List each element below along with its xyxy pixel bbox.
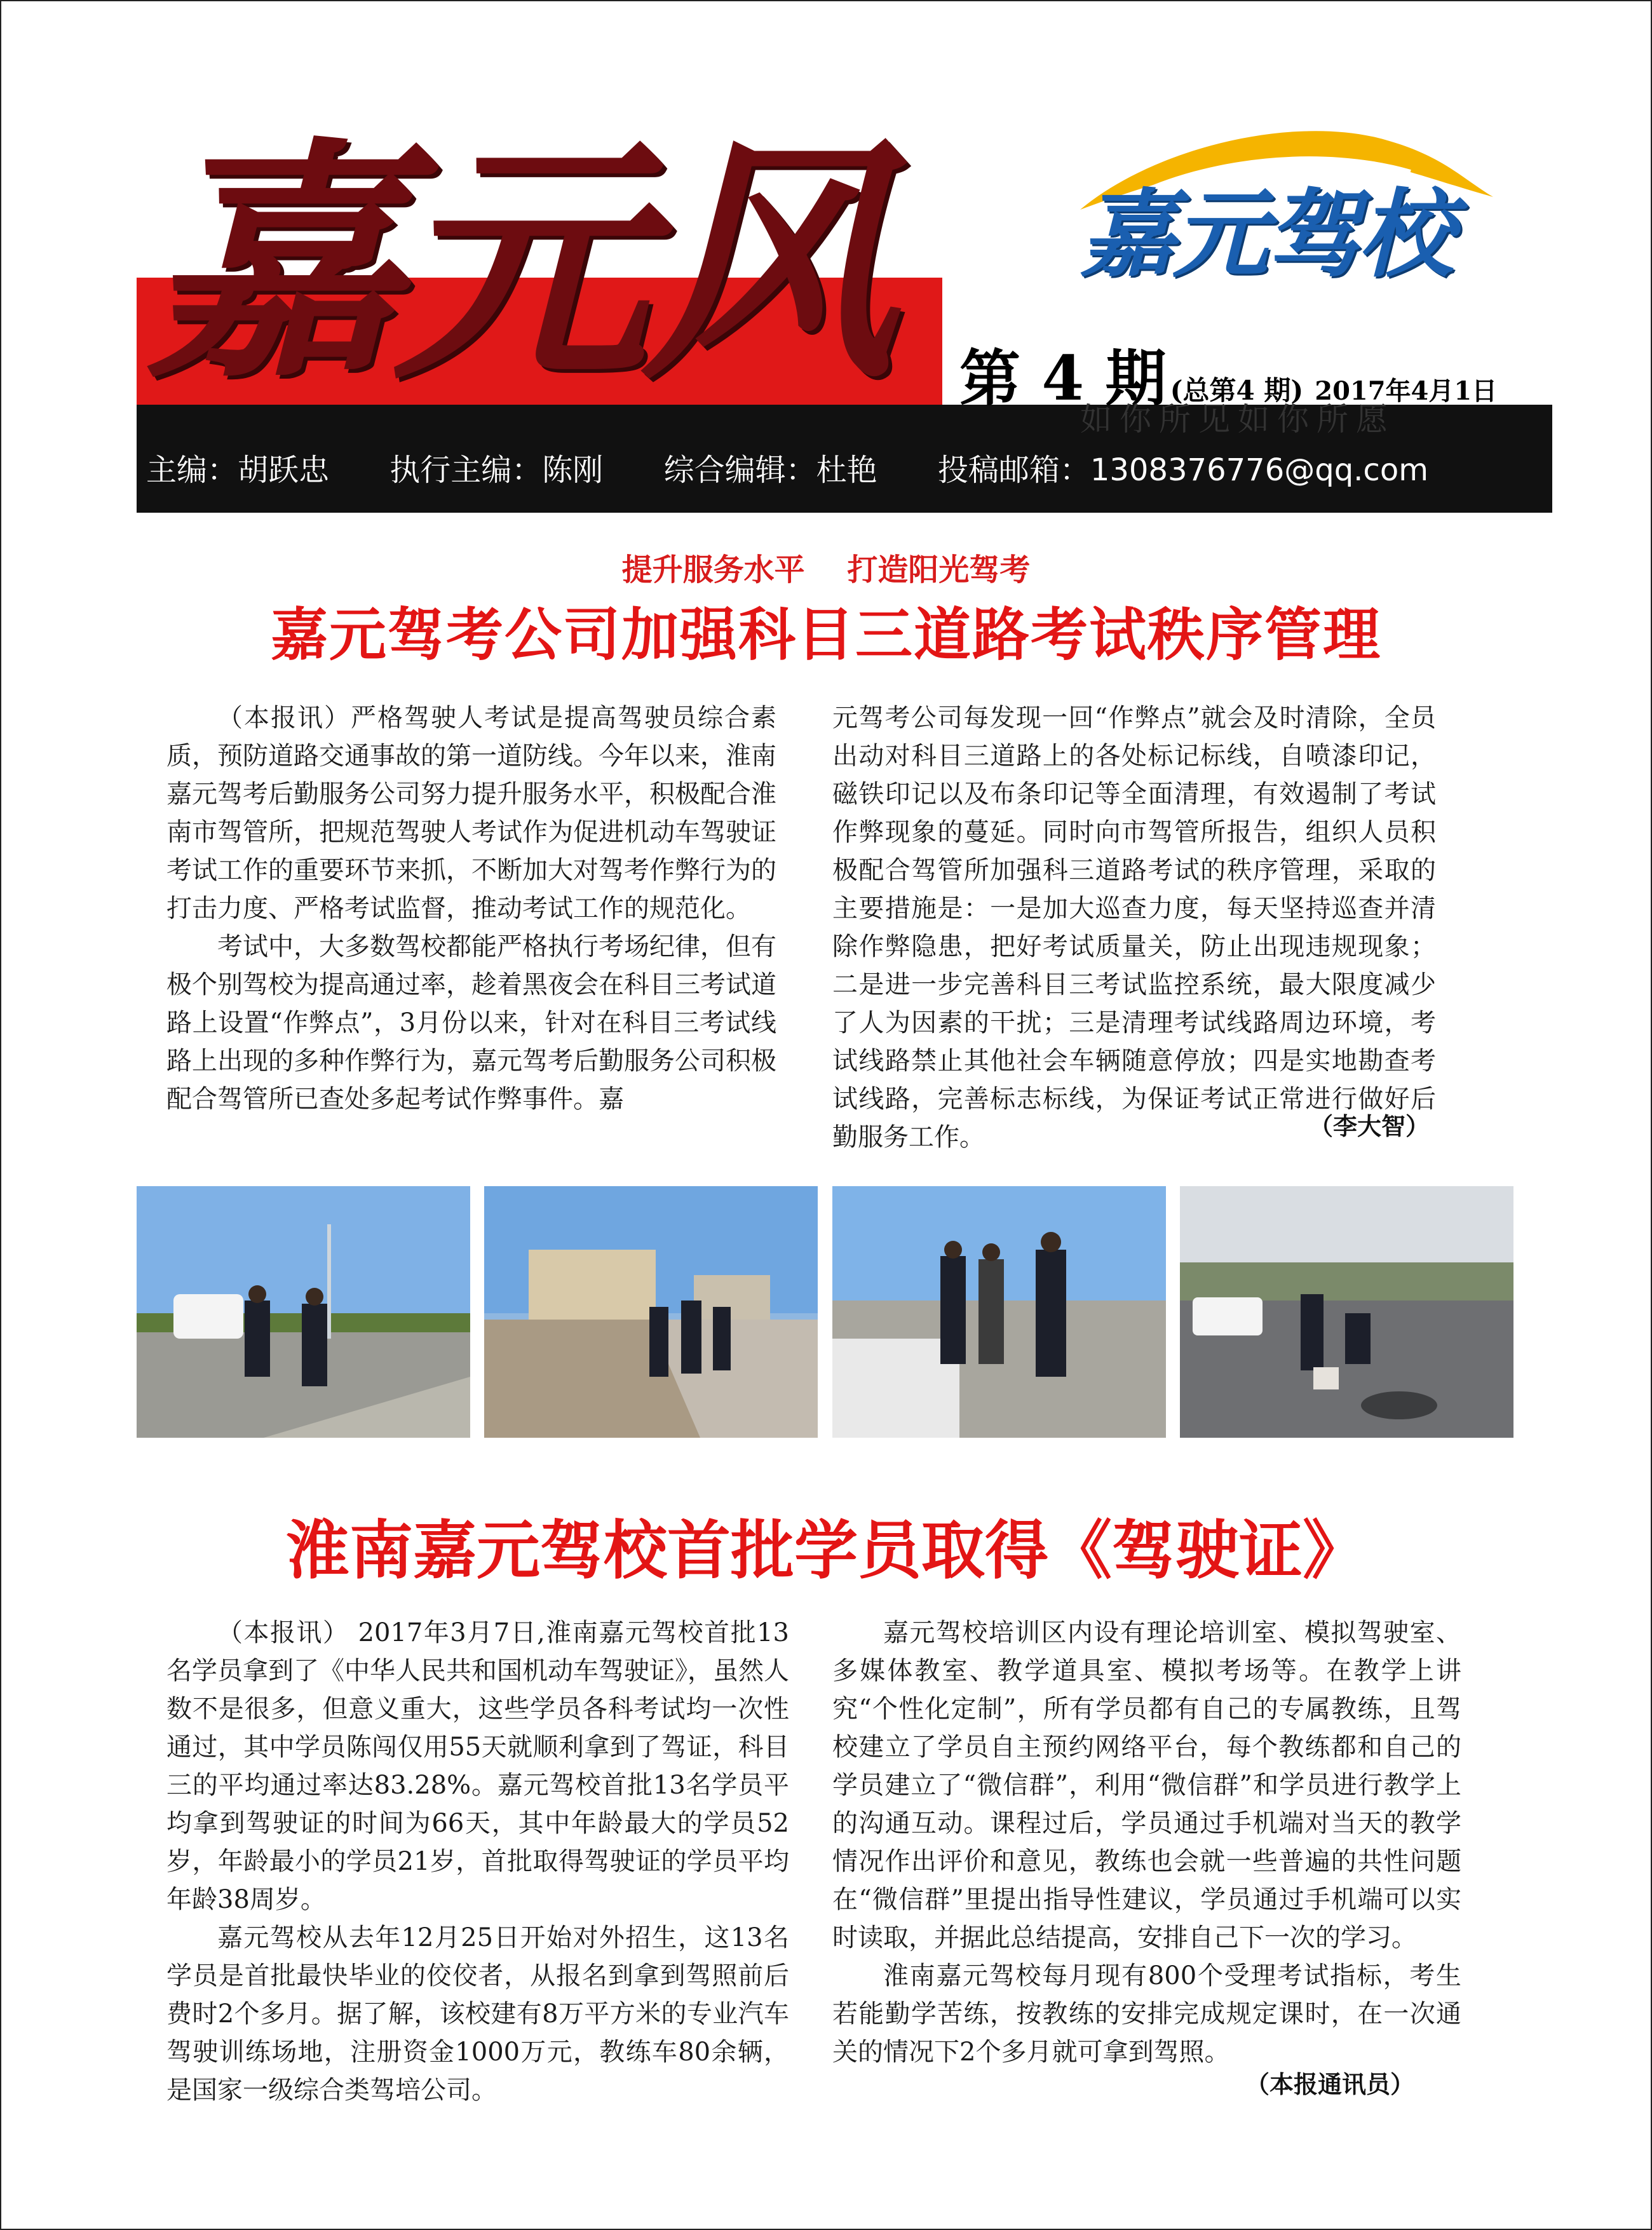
- issue-number: 第 4 期: [959, 342, 1167, 414]
- logo-slogan: 如你所见如你所愿: [1080, 401, 1395, 438]
- article1-byline: （李大智）: [1309, 1112, 1430, 1140]
- article2-byline: （本报通讯员）: [1245, 2071, 1415, 2098]
- issue-info: [959, 330, 1498, 414]
- photo-road-inspection-1: [137, 1186, 470, 1438]
- paragraph: 元驾考公司每发现一回“作弊点”就会及时清除，全员出动对科目三道路上的各处标记标线，自喷漆印记，磁铁印记以及布条印记等全面清理，有效遏制了考试作弊现象的蔓延。同时向市驾管所报告，组织人员积极配合驾管所加强科三道路考试的秩序管理，采取的主要措施是：一是加大巡查力度，每天坚持巡查并清除作弊隐患，把好考试质量关，防止出现违规现象；二是进一步完善科目三考试监控系统，最大限度减少了人为因素的干扰；三是清理考试线路周边环境，考试线路禁止其他社会车辆随意停放；四是实地勘查考试线路，完善标志标线，为保证考试正常进行做好后勤服务工作。: [832, 703, 1436, 1152]
- newspaper-title: 嘉元风: [146, 114, 890, 413]
- article1-column-right: [832, 699, 1436, 1156]
- paragraph: 嘉元驾校从去年12月25日开始对外招生，这13名学员是首批最快毕业的佼佼者，从报名到拿到驾照前后费时2个多月。据了解，该校建有8万平方米的专业汽车驾驶训练场地，注册资金1000万元，教练车80余辆，是国家一级综合类驾培公司。: [166, 1923, 789, 2105]
- article2-headline: 淮南嘉元驾校首批学员取得《驾驶证》: [286, 1513, 1366, 1588]
- general-editor: 综合编辑：杜艳: [663, 452, 877, 488]
- article1-kicker: 提升服务水平 打造阳光驾考: [621, 552, 1031, 588]
- submission-email: 投稿邮箱：1308376776@qq.com: [937, 452, 1428, 488]
- issue-date: 2017年4月1日: [1315, 376, 1498, 406]
- photo-road-inspection-4: [1180, 1186, 1513, 1438]
- photo-road-inspection-3: [832, 1186, 1166, 1438]
- editor-in-chief: 主编：胡跃忠: [146, 452, 330, 488]
- article2-column-left: [166, 1614, 789, 2109]
- article1-headline: 嘉元驾考公司加强科目三道路考试秩序管理: [271, 602, 1381, 668]
- logo-wordmark: 嘉元驾校: [1080, 180, 1452, 290]
- article1-column-left: [166, 699, 776, 1118]
- paragraph: （本报讯）严格驾驶人考试是提高驾驶员综合素质，预防道路交通事故的第一道防线。今年以来，淮南嘉元驾考后勤服务公司努力提升服务水平，积极配合淮南市驾管所，把规范驾驶人考试作为促进机动车驾驶证考试工作的重要环节来抓，不断加大对驾考作弊行为的打击力度、严格考试监督，推动考试工作的规范化。: [166, 703, 776, 923]
- paragraph: 淮南嘉元驾校每月现有800个受理考试指标，考生若能勤学苦练，按教练的安排完成规定课时，在一次通关的情况下2个多月就可拿到驾照。: [832, 1961, 1461, 2067]
- paragraph: 考试中，大多数驾校都能严格执行考场纪律，但有极个别驾校为提高通过率，趁着黑夜会在科目三考试道路上设置“作弊点”，3月份以来，针对在科目三考试线路上出现的多种作弊行为，嘉元驾考后勤服务公司积极配合驾管所已查处多起考试作弊事件。嘉: [166, 932, 776, 1114]
- paragraph: （本报讯） 2017年3月7日,淮南嘉元驾校首批13名学员拿到了《中华人民共和国机动车驾驶证》，虽然人数不是很多，但意义重大，这些学员各科考试均一次性通过，其中学员陈闯仅用55天就顺利拿到了驾证，科目三的平均通过率达83.28%。嘉元驾校首批13名学员平均拿到驾驶证的时间为66天，其中年龄最大的学员52岁，年龄最小的学员21岁，首批取得驾驶证的学员平均年龄38周岁。: [166, 1618, 789, 1914]
- issue-total: (总第4 期): [1170, 375, 1304, 406]
- editors-line: [146, 445, 1544, 496]
- photo-road-inspection-2: [484, 1186, 818, 1438]
- article2-column-right: [832, 1614, 1461, 2071]
- executive-editor: 执行主编：陈刚: [389, 452, 604, 488]
- paragraph: 嘉元驾校培训区内设有理论培训室、模拟驾驶室、多媒体教室、教学道具室、模拟考场等。在教学上讲究“个性化定制”，所有学员都有自己的专属教练，且驾校建立了学员自主预约网络平台，每个教练都和自己的学员建立了“微信群”，利用“微信群”和学员进行教学上的沟通互动。课程过后，学员通过手机端对当天的教学情况作出评价和意见，教练也会就一些普遍的共性问题在“微信群”里提出指导性建议，学员通过手机端可以实时读取，并据此总结提高，安排自己下一次的学习。: [832, 1618, 1461, 1952]
